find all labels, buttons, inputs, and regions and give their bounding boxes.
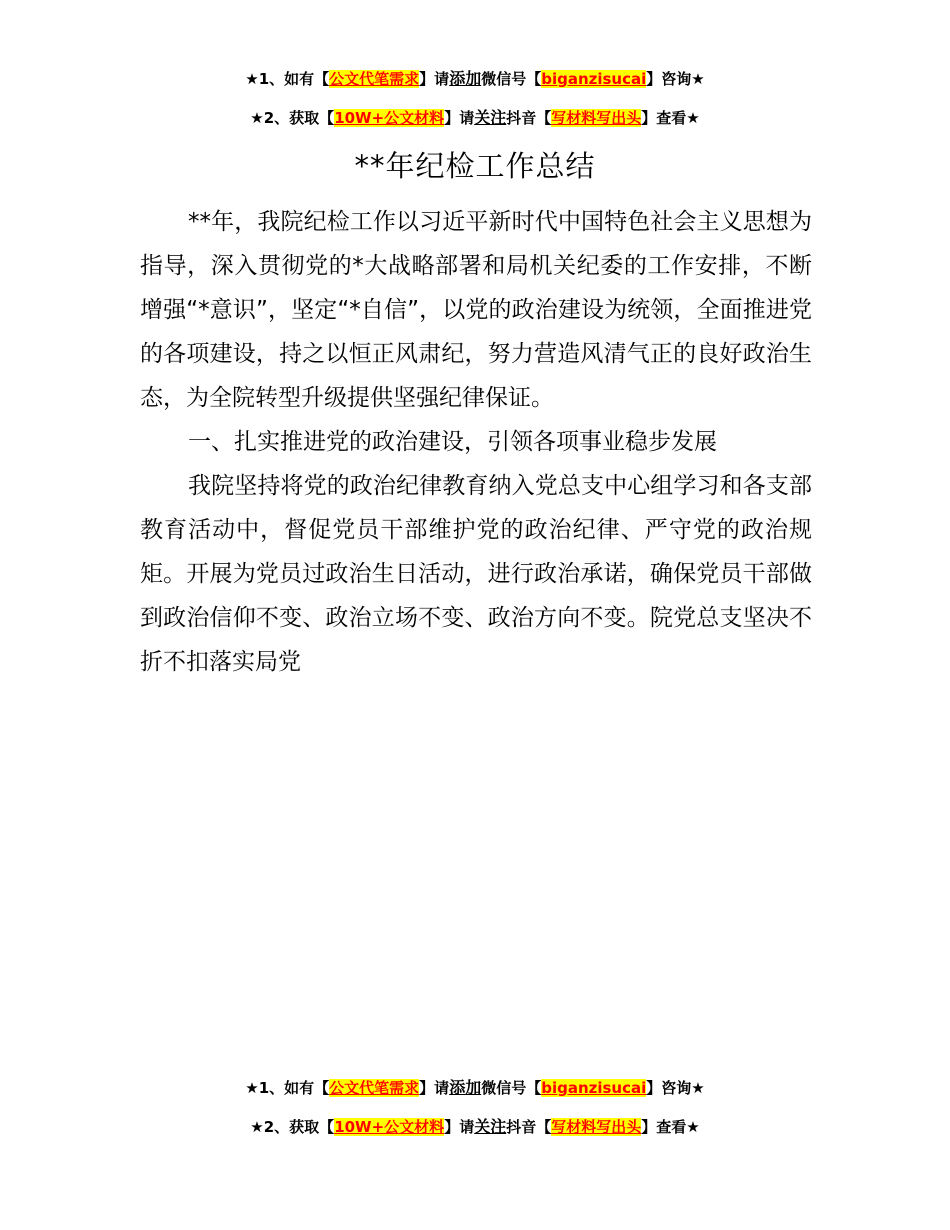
- promo-text: 】请: [444, 1118, 475, 1136]
- promo-highlight-link[interactable]: 10W+公文材料: [334, 1118, 445, 1136]
- body-paragraph: 我院坚持将党的政治纪律教育纳入党总支中心组学习和各支部教育活动中，督促党员干部维护党的政治纪律、严守党的政治规矩。开展为党员过政治生日活动，进行政治承诺，确保党员干部做到政治信仰不变、政治立场不变、政治方向不变。院党总支坚决不折不扣落实局党: [140, 473, 812, 675]
- promo-suffix: 】查看★: [641, 109, 700, 127]
- douyin-account-link[interactable]: 写材料写出头: [551, 1118, 642, 1136]
- promo-text: 】请: [419, 1079, 450, 1097]
- promo-underlined-text: 关注: [474, 108, 507, 127]
- document-body: [140, 200, 812, 684]
- promo-text: 抖音【: [506, 1118, 552, 1136]
- promo-underlined-text: 关注: [474, 1117, 507, 1136]
- promo-underlined-text: 添加: [449, 69, 482, 88]
- promo-underlined-text: 添加: [449, 1078, 482, 1097]
- promo-suffix: 】咨询★: [646, 70, 705, 88]
- promo-text: 微信号【: [481, 1079, 542, 1097]
- body-paragraph: **年，我院纪检工作以习近平新时代中国特色社会主义思想为指导，深入贯彻党的*大战略部署和局机关纪委的工作安排，不断增强“*意识”，坚定“*自信”，以党的政治建设为统领，全面推进党的各项建设，持之以恒正风肃纪，努力营造风清气正的良好政治生态，为全院转型升级提供坚强纪律保证。: [140, 209, 812, 411]
- douyin-account-link[interactable]: 写材料写出头: [551, 109, 642, 127]
- promo-text: 】请: [419, 70, 450, 88]
- footer-promo-line-2: [0, 1115, 950, 1139]
- promo-prefix: ★1、如有【: [245, 70, 330, 88]
- header-promo-line-2: [0, 106, 950, 130]
- promo-suffix: 】查看★: [641, 1118, 700, 1136]
- promo-highlight-link[interactable]: 10W+公文材料: [334, 109, 445, 127]
- promo-prefix: ★2、获取【: [250, 109, 335, 127]
- promo-prefix: ★2、获取【: [250, 1118, 335, 1136]
- section-heading: 一、扎实推进党的政治建设，引领各项事业稳步发展: [188, 429, 717, 455]
- promo-highlight-link[interactable]: 公文代笔需求: [329, 1079, 420, 1097]
- wechat-id-link[interactable]: biganzisucai: [541, 70, 647, 88]
- promo-prefix: ★1、如有【: [245, 1079, 330, 1097]
- promo-text: 抖音【: [506, 109, 552, 127]
- promo-text: 微信号【: [481, 70, 542, 88]
- wechat-id-link[interactable]: biganzisucai: [541, 1079, 647, 1097]
- promo-highlight-link[interactable]: 公文代笔需求: [329, 70, 420, 88]
- header-promo-line-1: [0, 67, 950, 91]
- promo-suffix: 】咨询★: [646, 1079, 705, 1097]
- footer-promo-line-1: [0, 1076, 950, 1100]
- promo-text: 】请: [444, 109, 475, 127]
- document-title: **年纪检工作总结: [354, 149, 596, 183]
